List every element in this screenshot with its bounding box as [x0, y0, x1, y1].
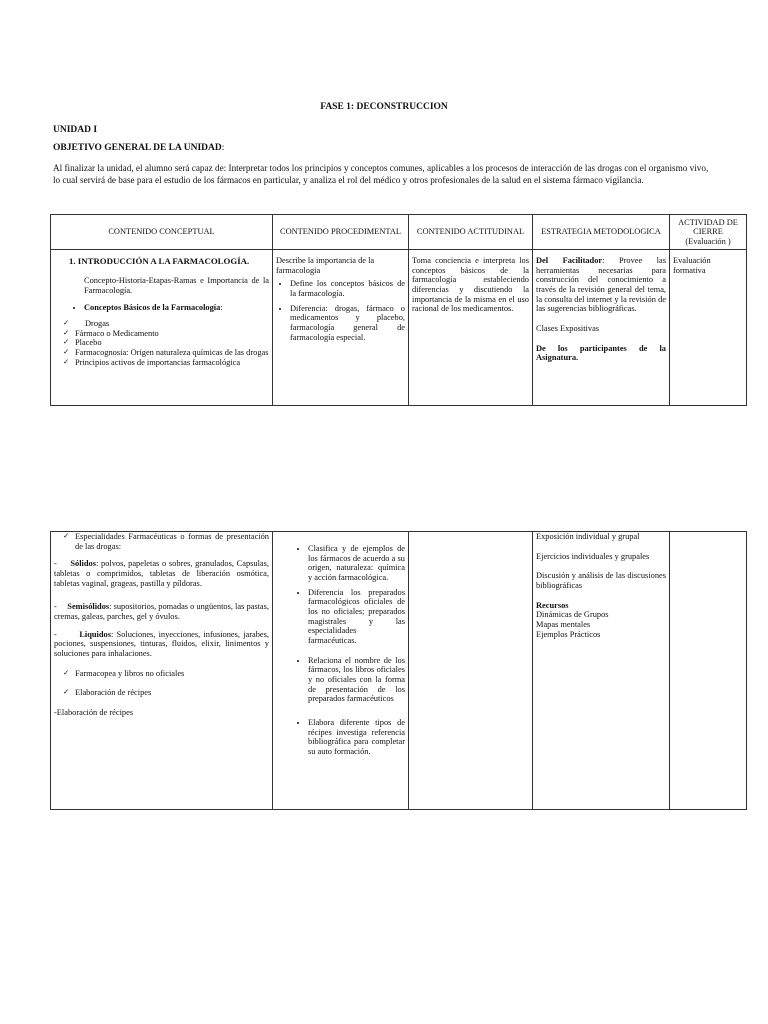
basic-concepts-item: [84, 303, 269, 313]
list-item: ✓ Fármaco o Medicamento: [73, 329, 269, 339]
liquid-forms: [54, 630, 269, 659]
facilitator-description: : Provee las herramientas necesarias para construcción del conocimiento a través de la revisión general del tema, la consulta del internet y la revisión de las sugerencias bibliográficas.: [536, 256, 666, 314]
objective-colon: :: [221, 143, 225, 153]
list-item: • Define los conceptos básicos de la farmacología.: [290, 279, 405, 298]
list-item: • Elabora diferente tipos de récipes investiga referencia bibliográfica para completar su auto formación.: [308, 718, 405, 757]
col-header-procedimental: CONTENIDO PROCEDIMENTAL: [273, 215, 409, 250]
solid-text: : polvos, papeletas o sobres, granulados, Capsulas, tabletas o comprimidos, tabletas de liberación osmótica, tabletas vaginal, grageas, pastilla y píldoras.: [54, 559, 269, 588]
col-header-conceptual: CONTENIDO CONCEPTUAL: [51, 215, 273, 250]
exercises: Ejercicios individuales y grupales: [536, 551, 650, 561]
table-row: [51, 250, 747, 406]
cell-estrategia: [533, 250, 670, 406]
list-item: ✓ Drogas: [73, 319, 269, 329]
list-item: Ejemplos Prácticos: [536, 629, 601, 639]
semisolid-text: : supositorios, pomadas o ungüentos, las pastas, cremas, galeas, parches, gel y óvulos.: [54, 602, 270, 621]
basic-concepts-colon: :: [220, 303, 223, 313]
content-table-2: [50, 531, 747, 810]
list-item: • Relaciona el nombre de los fármacos, los libros oficiales y no oficiales con la forma de presentación de los preparados farmacéuticos: [308, 656, 405, 704]
cell-procedimental: [273, 532, 409, 810]
solid-forms: [54, 559, 269, 588]
table-row: [51, 532, 747, 810]
dash: -: [54, 629, 57, 639]
unit-label: UNIDAD I: [53, 125, 98, 135]
liquid-text: : Soluciones, inyecciones, infusiones, jarabes, pociones, suspensiones, tinturas, fluidos, elixir, linimentos y soluciones para inhalaciones.: [54, 629, 270, 658]
list-item: ✓ Placebo: [73, 338, 269, 348]
content-table-1: [50, 214, 747, 406]
dash: -: [54, 602, 57, 612]
objective-line-2: lo cual servirá de base para el estudio de los fármacos en particular, y analiza el rol del médico y otros profesionales de la salud en el sistema fármaco vigilancia.: [53, 174, 644, 185]
list-item: ✓ Especialidades Farmacéuticas o formas de presentación de las drogas:: [73, 532, 269, 551]
expository-classes: Clases Expositivas: [536, 323, 600, 333]
dash: -: [54, 559, 57, 569]
basic-concepts-label: Conceptos Básicos de la Farmacología: [84, 303, 221, 313]
objective-text: [53, 163, 718, 186]
resources-label: Recursos: [536, 600, 569, 610]
individual-exposition: Exposición individual y grupal: [536, 532, 640, 541]
list-item: ✓ Elaboración de récipes: [73, 688, 269, 698]
list-item: Dinámicas de Grupos: [536, 610, 609, 620]
semisolid-label: Semisólidos: [67, 602, 110, 612]
recipes-dash-item: -Elaboración de récipes: [54, 707, 134, 717]
list-item: ✓ Farmacopea y libros no oficiales: [73, 669, 269, 679]
cell-procedimental: [273, 250, 409, 406]
cell-conceptual: [51, 532, 273, 810]
solid-label: Sólidos: [70, 559, 96, 569]
procedimental-intro: Describe la importancia de la farmacologia: [276, 256, 375, 275]
table-header-row: [51, 215, 747, 250]
list-item: ✓ Principios activos de importancias farmacológica: [73, 358, 269, 368]
cell-actitudinal: [409, 532, 533, 810]
cell-estrategia: [533, 532, 670, 810]
cell-conceptual: [51, 250, 273, 406]
semisolid-forms: [54, 602, 269, 621]
list-item: • Diferencia: drogas, fármaco o medicamentos y placebo, farmacología general de farmacología especial.: [290, 304, 405, 343]
col-header-cierre: ACTIVIDAD DE CIERRE (Evaluación ): [670, 215, 747, 250]
concept-history-text: Concepto-Historia-Etapas-Ramas e Importancia de la Farmacología.: [84, 276, 269, 295]
section-heading: 1. INTRODUCCIÓN A LA FARMACOLOGÍA.: [69, 256, 250, 266]
phase-title: FASE 1: DECONSTRUCCION: [320, 102, 448, 112]
col-header-estrategia: ESTRATEGIA METODOLOGICA: [533, 215, 670, 250]
participants-label: De los participantes de la Asignatura.: [536, 343, 666, 363]
discussion: Discusión y análisis de las discusiones bibliográficas: [536, 571, 666, 590]
list-item: • Clasifica y de ejemplos de los fármacos de acuerdo a su origen, naturaleza: química y acción farmacológica.: [308, 544, 405, 583]
cell-cierre: [670, 532, 747, 810]
facilitator-label: Del Facilitador: [536, 256, 603, 265]
list-item: • Diferencia los preparados farmacológicos oficiales de los no oficiales; preparados magistrales y las especialidades farmacéuticas.: [308, 588, 405, 646]
liquid-label: Liquidos: [79, 629, 111, 639]
facilitator-text: [536, 256, 666, 314]
col-header-actitudinal: CONTENIDO ACTITUDINAL: [409, 215, 533, 250]
objective-label: OBJETIVO GENERAL DE LA UNIDAD: [53, 143, 222, 153]
objective-heading: [53, 143, 224, 154]
list-item: ✓ Farmacognosia: Origen naturaleza químicas de las drogas: [73, 348, 269, 358]
cell-cierre: Evaluación formativa: [670, 250, 747, 406]
objective-line-1: Al finalizar la unidad, el alumno será capaz de: Interpretar todos los principios y conceptos comunes, aplicables a los procesos de interacción de las drogas con el organismo vivo,: [53, 163, 709, 173]
cell-actitudinal: Toma conciencia e interpreta los conceptos básicos de la farmacología estableciendo diferencias y discutiendo la importancia de la misma en el uso racional de los medicamentos.: [409, 250, 533, 406]
list-item: Mapas mentales: [536, 619, 591, 629]
